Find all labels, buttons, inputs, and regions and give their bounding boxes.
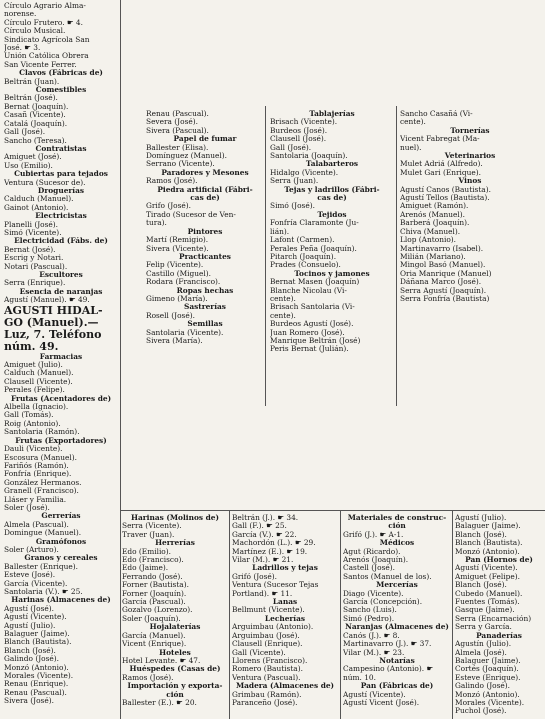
directory-entry: Sivera (Vicente). [146,244,209,253]
section-heading: Ropas hechas [176,286,234,295]
directory-entry: San Vicente Ferrer. [4,60,77,69]
directory-entry: Burdeos Agustí (José). [270,320,354,329]
directory-entry: Domingue (Manuel). [4,529,82,538]
directory-entry: Sancho (Teresa). [4,136,67,145]
directory-entry: Bernat Masen (Joaquín) [270,278,360,287]
directory-entry: Fonfría Claramonte (Ju- [270,219,359,228]
directory-entry: Peris Bernat (Julián). [270,345,349,354]
directory-entry: Agustí Vicent (José). [343,698,420,707]
directory-entry: García (Pascual). [122,598,186,607]
directory-entry: Agustí Canos (Bautista). [400,185,491,194]
advertisement-line: Luz, 7. Teléfono [4,328,102,341]
directory-entry: Sivera (José). [4,697,54,706]
section-heading: Madera (Almacenes de) [235,682,335,691]
directory-entry: Barberá (Joaquín). [400,219,470,228]
directory-entry: Lafont (Carmen). [270,236,335,245]
section-heading: Herrerías [155,539,195,548]
directory-entry: Monzó (Antonio). [4,663,69,672]
directory-entry: Agustí (Vicente). [4,613,67,622]
column-1 [4,2,118,718]
directory-entry: Monzó (Antonio). [455,690,520,699]
section-heading: Importación y exporta- [127,682,223,691]
directory-entry: Ventura (Pascual). [232,673,301,682]
directory-entry: Burdeos (José). [270,126,328,135]
section-heading: Notarías [379,656,415,665]
directory-entry: Grifo (José). [146,202,192,211]
directory-entry: Martínez (E.). ☛ 19. [232,547,308,556]
directory-entry: Ramos (José). [122,673,174,682]
section-heading: Sastrerías [184,303,226,312]
section-heading: Pan (Fábricas de) [360,682,434,691]
section-heading: Hojalaterías [149,623,201,632]
directory-entry: Escrig y Notari. [4,254,64,263]
directory-entry: Martinavarro (J.). ☛ 37. [343,640,432,649]
section-heading: Frutas (Acentadores de) [10,394,112,403]
column-divider [452,510,453,719]
directory-entry: Soler (Arturo). [4,545,59,554]
section-heading: Panaderías [476,631,522,640]
directory-entry: Martí (Remigio). [146,236,209,245]
directory-entry: Ventura (Sucesor de). [4,178,86,187]
directory-entry: Forner (Bautista). [122,581,189,590]
directory-entry: Serra Agustí (Joaquín). [400,286,487,295]
section-heading: Ladrillos y tejas [252,564,318,573]
directory-entry: Gall (Vicente). [232,648,286,657]
directory-entry: Puchol (José). [455,707,507,716]
directory-entry: Rosell (José). [146,311,195,320]
directory-entry: Simó (José). [270,202,315,211]
directory-entry: Mulet Gari (Enrique). [400,168,481,177]
directory-entry: Sivera (María). [146,336,203,345]
directory-entry: Agustí Tellos (Bautista). [400,194,490,203]
column-divider [396,106,397,406]
directory-entry: Llop (Antonio). [400,236,457,245]
directory-entry: Felip (Vicente). [146,261,204,270]
directory-entry: Arenós (Joaquín). [343,556,409,565]
section-heading: Veterinarios [444,152,496,161]
directory-entry: Milián (Mariano). [400,252,466,261]
directory-entry: Soler (José). [4,503,50,512]
section-heading: Practicantes [179,252,231,261]
directory-entry: Lláser y Familia. [4,495,67,504]
directory-entry: Vilar (M.). ☛ 23. [343,648,405,657]
directory-entry: Granell (Francisco). [4,487,79,496]
directory-entry: Oria Manrique (Manuel) [400,269,492,278]
section-heading: Huéspedes (Casas de) [129,665,221,674]
directory-entry: Sancho (Luis). [343,606,397,615]
section-heading: Granos y cereales [24,554,98,563]
directory-entry: Ballester (Enrique). [4,562,78,571]
directory-entry: García (Vicente). [4,579,68,588]
directory-entry: García (V.). ☛ 22. [232,530,297,539]
directory-entry: Gasque (Jaime). [455,606,515,615]
directory-entry: Blanch (Bautista). [455,539,523,548]
directory-entry: Clausell (José). [270,135,327,144]
column-divider [229,510,230,719]
directory-entry: cente). [400,118,426,127]
directory-entry: Vicent (Enrique). [122,640,187,649]
section-heading: Contratistas [35,144,87,153]
directory-entry: Beltrán (J.). ☛ 34. [232,514,299,522]
section-heading: Talabarteros [305,160,359,169]
directory-entry: Dauli (Vicente). [4,445,63,454]
directory-entry: Blanch (Bautista). [4,638,72,647]
directory-entry: cente). [270,311,296,320]
directory-entry: García (Manuel). [122,631,186,640]
directory-entry: Castell (José). [343,564,395,573]
directory-entry: tura). [146,219,167,228]
directory-entry: Galindo (José). [455,682,511,691]
directory-entry: Clausell (Vicente). [4,377,73,386]
advertisement-line: núm. 49. [4,340,59,353]
directory-entry: Santos (Manuel de los). [343,572,432,581]
directory-entry: Gainot (Antonio). [4,203,69,212]
directory-entry: Roig (Antonio). [4,419,61,428]
directory-entry: Simó (Vicente). [4,228,62,237]
section-heading: Tornerías [450,126,490,135]
section-heading: ción [388,522,406,531]
directory-entry: Amiguet (Julio). [4,361,63,370]
directory-entry: Cortés (Joaquín). [455,665,519,674]
directory-entry: Úso (Emilio). [4,161,53,170]
directory-entry: Renau (Pascual). [4,688,67,697]
directory-entry: Tirado (Sucesor de Ven- [146,210,236,219]
directory-entry: Castillo (Miguel). [146,269,211,278]
section-heading: Papel de fumar [173,135,237,144]
directory-entry: Balaguer (Jaime). [455,656,521,665]
directory-entry: Llorens (Francisco). [232,656,308,665]
directory-entry: Calduch (Manuel). [4,369,74,378]
section-heading: Electricidad (Fábs. de) [14,237,108,246]
column-divider [120,0,121,719]
directory-entry: Domínguez (Manuel). [146,152,227,161]
directory-entry: Círculo Musical. [4,27,66,36]
column-4 [400,110,540,410]
directory-entry: Sancho Casañá (Vi- [400,110,473,118]
directory-entry: Ballester (E.). ☛ 20. [122,698,197,707]
directory-entry: Serra (Enrique). [4,279,66,288]
directory-entry: Agustín (Julio). [455,640,512,649]
directory-entry: Círculo Frutero. ☛ 4. [4,18,83,27]
directory-entry: Clausell (Enrique). [232,640,303,649]
directory-entry: Campesino (Antonio). ☛ [343,665,434,674]
directory-entry: Casañ (Vicente). [4,111,66,120]
directory-entry: Perales Peña (Joaquín). [270,244,357,253]
directory-entry: Amiguet (José). [4,153,62,162]
section-heading: cas de) [190,194,220,203]
section-heading: Gerrerías [41,512,81,521]
directory-entry: Gall (José). [4,128,46,137]
section-heading: Hoteles [159,648,191,657]
section-heading: Electricistas [35,212,87,221]
directory-entry: Agustí (José). [4,604,54,613]
section-heading: Piedra artificial (Fábri- [157,185,253,194]
section-heading: Clavos (Fábricas de) [19,69,103,78]
section-heading: cas de) [317,194,347,203]
section-divider [121,510,545,511]
directory-entry: Santolaria (V.). ☛ 25. [4,588,83,596]
directory-entry: norense. [4,10,37,19]
column-divider [265,106,266,406]
directory-entry: Hotel Levante. ☛ 47. [122,656,201,665]
directory-entry: Amiguet (Felipe). [455,572,520,581]
directory-entry: Manrique Beltrán (José) [270,336,361,345]
directory-entry: Vilar (M.). ☛ 21. [232,556,294,565]
section-heading: Escultores [39,271,83,279]
directory-entry: Amiguet (Ramón). [400,202,469,211]
section-heading: Harinas (Almacenes de) [11,596,111,605]
directory-entry: Catalá (Joaquín). [4,119,68,128]
directory-entry: Fonfría (Enrique). [4,470,72,479]
directory-entry: Soler (Joaquín). [122,614,181,623]
section-heading: Semillas [187,320,223,329]
directory-entry: Monzó (Antonio). [455,547,520,556]
directory-entry: Mingol Basó (Manuel). [400,261,486,270]
directory-entry: Agustí (Julio). [455,514,507,522]
directory-entry: Vicent Fabregat (Ma- [400,135,480,144]
directory-entry: Canós (J.). ☛ 8. [343,631,400,640]
column-5 [122,514,228,718]
directory-entry: Beltrán (Juan). [4,77,60,86]
directory-entry: Agustí (Manuel). ☛ 49. [4,296,90,305]
directory-entry: nuel). [400,143,422,152]
directory-entry: Juan Romero (José). [270,328,345,337]
directory-entry: Severa (José). [146,118,198,127]
directory-entry: Edo (Jaime). [122,564,169,573]
directory-entry: Cubedo (Manuel). [455,589,523,598]
directory-entry: Serra y García. [455,623,512,632]
directory-entry: Almela (José). [455,648,507,657]
directory-entry: Ballester (Elisa). [146,143,209,152]
directory-entry: Agustí (Julio). [4,621,56,630]
directory-entry: Serrano (Vicente). [146,160,215,169]
section-heading: Esencia de naranjas [19,287,103,296]
directory-entry: Santolaria (Vicente). [146,328,224,337]
section-heading: Naranjas (Almacenes de) [345,623,449,632]
directory-entry: Hidalgo (Vicente). [270,168,339,177]
section-heading: Médicos [379,539,415,548]
directory-entry: Forner (Joaquín). [122,589,187,598]
directory-entry: González Hermanos. [4,478,82,487]
section-heading: Materiales de construc- [347,514,447,522]
directory-entry: Diago (Vicente). [343,589,404,598]
directory-entry: Bernat (Joaquín). [4,102,69,111]
directory-entry: Brisach (Vicente). [270,118,338,127]
directory-entry: Traver (Juan). [122,530,175,539]
directory-entry: Edo (Emilio). [122,547,171,556]
directory-entry: Brisach Santolaria (Vi- [270,303,355,312]
directory-entry: Blanch (José). [455,530,507,539]
directory-entry: Gall (Tomás). [4,411,54,420]
directory-entry: Martinavarro (Isabel). [400,244,484,253]
directory-entry: Planelli (José). [4,220,59,229]
section-heading: Gramófonos [35,537,87,546]
directory-entry: Gozalvo (Lorenzo). [122,606,193,615]
directory-entry: Ferrando (José). [122,572,183,581]
directory-entry: Escosura (Manuel). [4,453,77,462]
directory-entry: Sivera (Pascual). [146,126,209,135]
directory-entry: Serra (Juan). [270,177,319,186]
section-heading: Tejidos [317,210,347,219]
directory-entry: Fuentes (Tomás). [455,598,520,607]
directory-entry: Gall (F.). ☛ 25. [232,522,287,531]
section-heading: Pan (Hornos de) [465,556,533,565]
directory-entry: Rodara (Francisco). [146,278,221,287]
directory-entry: Grifó (J.). ☛ A-1. [343,530,404,539]
directory-entry: Chiva (Manuel). [400,227,461,236]
directory-entry: Agustí (Vicente). [343,690,406,699]
directory-entry: Agustí (Vicente). [455,564,518,573]
directory-entry: Edo (Francisco). [122,556,184,565]
directory-entry: Círculo Agrario Alma- [4,2,86,10]
directory-entry: Arenós (Manuel). [400,210,465,219]
section-heading: Frutas (Exportadores) [15,436,107,445]
advertisement-line: AGUSTÍ HIDAL- [4,304,103,317]
directory-entry: Grimbau (Ramón). [232,690,302,699]
directory-entry: Renau (Pascual). [146,110,209,118]
directory-entry: Bellmunt (Vicente). [232,606,305,615]
column-6 [232,514,338,718]
directory-entry: Blanch (José). [4,646,56,655]
directory-entry: Arguimbau (José). [232,631,300,640]
advertisement-line: GO (Manuel).— [4,316,99,329]
directory-entry: Fariñós (Ramón). [4,461,69,470]
section-heading: Cubiertas para tejados [14,170,108,179]
directory-entry: Prades (Consuelo). [270,261,341,270]
section-heading: Lanas [272,598,298,607]
directory-entry: Portland). ☛ 11. [232,589,293,598]
directory-entry: Serra Fonfría (Bautista) [400,294,490,303]
directory-entry: Morales (Vicente). [4,672,74,681]
section-heading: Tocinos y jamones [294,269,370,278]
directory-entry: Grifó (José). [232,572,278,581]
directory-entry: Almela (Pascual). [4,520,69,529]
directory-entry: Blanch (José). [455,581,507,590]
directory-entry: Blanche Nicolau (Vi- [270,286,347,295]
directory-entry: Perales (Felipe). [4,386,65,395]
directory-entry: Ventura (Sucesor Tejas [232,581,319,590]
directory-entry: Santolaria (Ramón). [4,428,80,437]
section-heading: Harinas (Molinos de) [131,514,219,522]
column-8 [455,514,543,718]
section-heading: Comestibles [35,86,87,95]
section-heading: Tablajerías [309,110,355,118]
directory-entry: Romero (Bautista). [232,665,303,674]
section-heading: Mercerías [376,581,418,590]
directory-entry: lián). [270,227,290,236]
section-heading: ción [166,690,184,699]
directory-entry: Balaguer (Jaime). [4,630,70,639]
directory-entry: Simó (Pedro). [343,614,395,623]
directory-entry: José. ☛ 3. [4,44,41,53]
column-3 [270,110,394,410]
directory-entry: Albella (Ignacio). [4,403,69,412]
directory-entry: Notari (Pascual). [4,262,68,271]
directory-entry: Beltrán (José). [4,94,58,103]
directory-entry: cente). [270,294,296,303]
section-heading: Farmacias [39,352,83,361]
section-heading: Droguerías [37,186,85,195]
section-heading: Vinos [458,177,482,186]
column-7 [343,514,451,718]
directory-entry: Calduch (Manuel). [4,195,74,204]
directory-entry: Renau (Enrique). [4,680,69,689]
directory-entry: Paranceño (José). [232,698,298,707]
directory-entry: Dáñana Marco (José). [400,278,482,287]
directory-entry: Esteve (Enrique). [455,673,521,682]
directory-entry: Ramos (José). [146,177,198,186]
directory-entry: Morales (Vicente). [455,698,525,707]
directory-entry: García (Concepción). [343,598,423,607]
directory-entry: Serra (Encarnación) [455,614,532,623]
directory-entry: Bernat (José). [4,245,56,254]
directory-entry: Arguimbau (Antonio). [232,623,314,632]
directory-entry: Unión Católica Obrera [4,52,89,61]
directory-entry: Mulet Adriá (Alfredo). [400,160,483,169]
directory-entry: Balaguer (Jaime). [455,522,521,531]
directory-entry: Galindo (José). [4,655,60,664]
directory-entry: Sindicato Agrícola San [4,35,90,44]
directory-entry: Esteve (José). [4,571,56,580]
section-heading: Tejas y ladrillos (Fábri- [284,185,380,194]
directory-entry: Agut (Ricardo). [343,547,401,556]
section-heading: Lecherías [264,614,306,623]
directory-entry: Gall (José). [270,143,312,152]
directory-entry: Gimeno (María). [146,294,208,303]
section-heading: Paradores y Mesones [161,168,249,177]
directory-entry: Machordón (L.). ☛ 29. [232,539,316,548]
directory-entry: núm. 10. [343,673,376,682]
directory-entry: Santolaria (Joaquín). [270,152,348,161]
column-divider [340,510,341,719]
section-heading: Pintores [187,227,223,236]
directory-entry: Serra (Vicente). [122,522,182,531]
directory-entry: Pitarch (Joaquín). [270,252,337,261]
column-2 [146,110,264,410]
